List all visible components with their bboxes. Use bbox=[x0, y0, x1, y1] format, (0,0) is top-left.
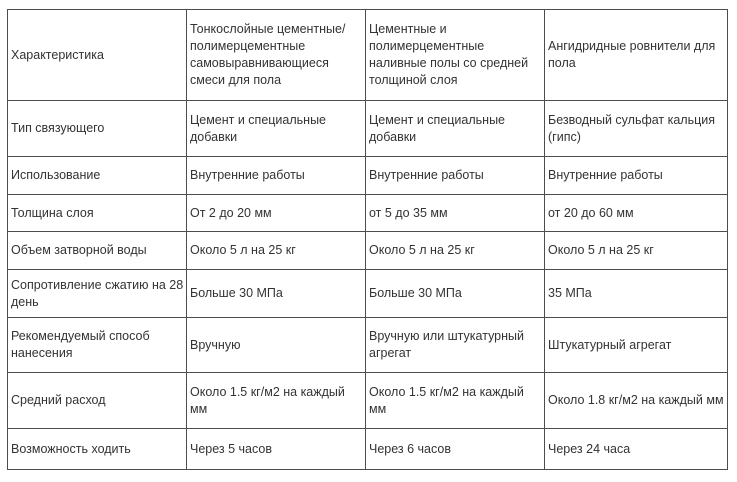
table-row bbox=[8, 373, 728, 429]
row-label: Рекомендуемый способ нанесения bbox=[8, 318, 187, 373]
table-row bbox=[8, 101, 728, 157]
table-cell: Через 6 часов bbox=[366, 429, 545, 470]
row-label: Возможность ходить bbox=[8, 429, 187, 470]
table-cell: От 2 до 20 мм bbox=[187, 195, 366, 232]
table-row bbox=[8, 232, 728, 270]
table-cell: Внутренние работы bbox=[366, 157, 545, 195]
table-row bbox=[8, 157, 728, 195]
table-row bbox=[8, 195, 728, 232]
table-cell: Через 24 часа bbox=[545, 429, 728, 470]
table-cell: от 5 до 35 мм bbox=[366, 195, 545, 232]
table-cell: Цемент и специальные добавки bbox=[187, 101, 366, 157]
table-cell: Вручную bbox=[187, 318, 366, 373]
table-cell: Штукатурный агрегат bbox=[545, 318, 728, 373]
table-cell: Цемент и специальные добавки bbox=[366, 101, 545, 157]
table-cell: Через 5 часов bbox=[187, 429, 366, 470]
table-row bbox=[8, 270, 728, 318]
table-cell: Около 1.5 кг/м2 на каждый мм bbox=[187, 373, 366, 429]
row-label: Использование bbox=[8, 157, 187, 195]
table-cell: Больше 30 МПа bbox=[366, 270, 545, 318]
table-cell: 35 МПа bbox=[545, 270, 728, 318]
table-cell: Безводный сульфат кальция (гипс) bbox=[545, 101, 728, 157]
table-cell: Около 1.8 кг/м2 на каждый мм bbox=[545, 373, 728, 429]
header-cell-thin-layer-mixes: Тонкослойные цементные/ полимерцементные самовыравнивающиеся смеси для пола bbox=[187, 10, 366, 101]
table-row bbox=[8, 318, 728, 373]
table-cell: Внутренние работы bbox=[187, 157, 366, 195]
header-cell-anhydrite-levelers: Ангидридные ровнители для пола bbox=[545, 10, 728, 101]
table-cell: Вручную или штукатурный агрегат bbox=[366, 318, 545, 373]
table-cell: Около 1.5 кг/м2 на каждый мм bbox=[366, 373, 545, 429]
row-label: Тип связующего bbox=[8, 101, 187, 157]
row-label: Толщина слоя bbox=[8, 195, 187, 232]
table-row bbox=[8, 429, 728, 470]
row-label: Сопротивление сжатию на 28 день bbox=[8, 270, 187, 318]
table-cell: Внутренние работы bbox=[545, 157, 728, 195]
table-cell: Больше 30 МПа bbox=[187, 270, 366, 318]
table-cell: Около 5 л на 25 кг bbox=[545, 232, 728, 270]
row-label: Средний расход bbox=[8, 373, 187, 429]
table-cell: Около 5 л на 25 кг bbox=[187, 232, 366, 270]
comparison-table bbox=[7, 9, 728, 470]
table-header-row bbox=[8, 10, 728, 101]
header-cell-medium-layer-floors: Цементные и полимерцементные наливные полы со средней толщиной слоя bbox=[366, 10, 545, 101]
row-label: Объем затворной воды bbox=[8, 232, 187, 270]
table-cell: от 20 до 60 мм bbox=[545, 195, 728, 232]
header-cell-characteristic: Характеристика bbox=[8, 10, 187, 101]
table-cell: Около 5 л на 25 кг bbox=[366, 232, 545, 270]
